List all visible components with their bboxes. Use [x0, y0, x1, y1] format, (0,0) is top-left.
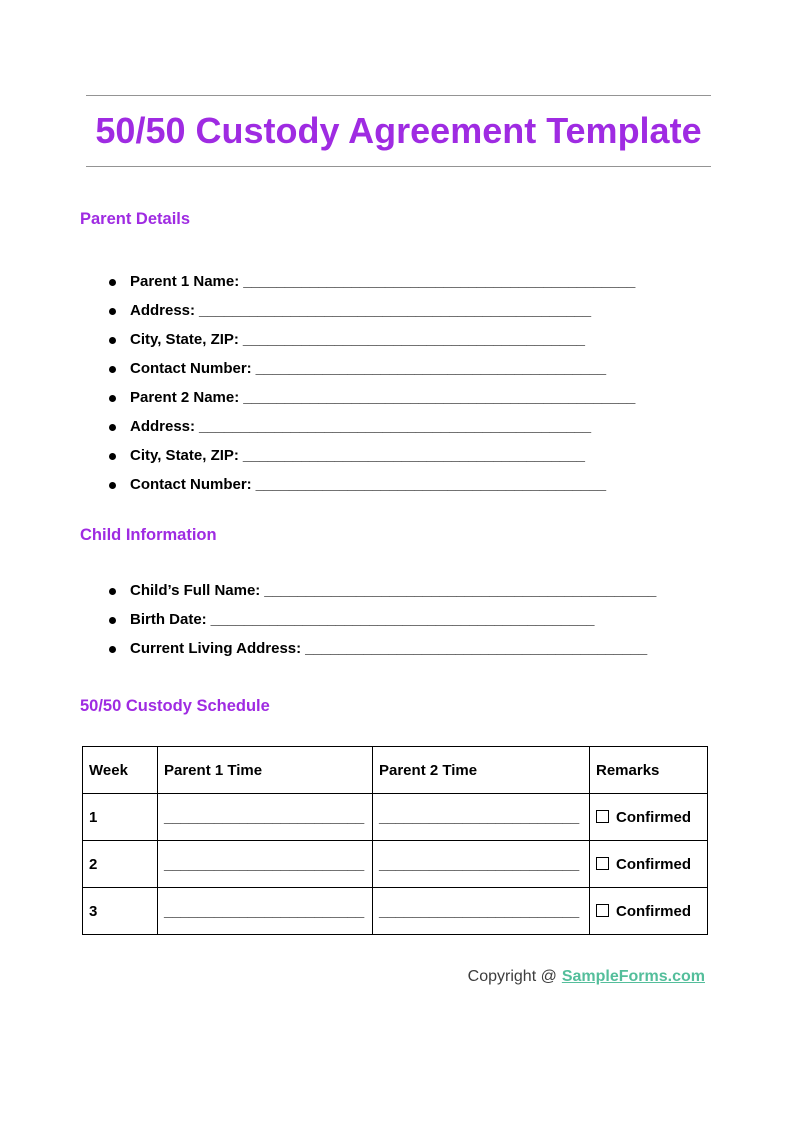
list-item-parent1-city-state-zip: [80, 325, 797, 354]
bullet-icon: [109, 617, 116, 624]
blank-line: _________________________________________: [242, 331, 585, 348]
blank-line: _______________________________________________: [243, 389, 636, 406]
bullet-icon: [109, 366, 116, 373]
field-label: Parent 2 Name:: [130, 389, 240, 406]
bullet-icon: [109, 424, 116, 431]
list-item-current-living-address: [80, 634, 797, 663]
section-heading-custody-schedule: 50/50 Custody Schedule: [80, 697, 270, 715]
blank-line: ________________________: [164, 808, 365, 826]
bullet-icon: [109, 337, 116, 344]
blank-line: ________________________: [164, 855, 365, 873]
remarks-cell: [590, 841, 708, 888]
blank-line: _______________________________________________: [199, 418, 592, 435]
bullet-icon: [109, 279, 116, 286]
parent1-time-cell: [158, 841, 373, 888]
custody-schedule-table: [82, 746, 708, 935]
blank-line: ________________________: [379, 808, 580, 826]
bullet-icon: [109, 308, 116, 315]
remark-label: Confirmed: [616, 855, 691, 873]
field-label: City, State, ZIP:: [130, 447, 239, 464]
remark-label: Confirmed: [616, 808, 691, 826]
table-row-week-3: [83, 888, 708, 935]
field-label: City, State, ZIP:: [130, 331, 239, 348]
field-label: Contact Number:: [130, 360, 252, 377]
list-item-parent2-city-state-zip: [80, 441, 797, 470]
section-heading-child-information: Child Information: [80, 526, 217, 544]
week-cell: 3: [83, 888, 158, 935]
remarks-cell: [590, 794, 708, 841]
child-information-list: [0, 576, 797, 663]
document-page: [0, 95, 797, 987]
list-item-child-full-name: [80, 576, 797, 605]
week-cell: 2: [83, 841, 158, 888]
top-divider: [86, 95, 711, 96]
blank-line: _________________________________________: [305, 640, 648, 657]
blank-line: ________________________: [379, 902, 580, 920]
field-label: Child’s Full Name:: [130, 582, 261, 599]
parent1-time-cell: [158, 888, 373, 935]
blank-line: _______________________________________________: [243, 273, 636, 290]
blank-line: _______________________________________________: [199, 302, 592, 319]
bullet-icon: [109, 482, 116, 489]
bullet-icon: [109, 453, 116, 460]
blank-line: ________________________: [164, 902, 365, 920]
checkbox-icon: [596, 857, 609, 870]
list-item-parent2-contact: [80, 470, 797, 499]
bullet-icon: [109, 395, 116, 402]
table-row-week-2: [83, 841, 708, 888]
blank-line: __________________________________________: [255, 476, 607, 493]
list-item-parent1-address: [80, 296, 797, 325]
list-item-parent2-address: [80, 412, 797, 441]
field-label: Address:: [130, 302, 196, 319]
list-item-parent1-name: [80, 267, 797, 296]
parent2-time-cell: [373, 794, 590, 841]
copyright-text: Copyright @: [467, 968, 557, 985]
parent2-time-cell: [373, 841, 590, 888]
field-label: Birth Date:: [130, 611, 207, 628]
remark-label: Confirmed: [616, 902, 691, 920]
field-label: Address:: [130, 418, 196, 435]
sampleforms-link[interactable]: SampleForms.com: [561, 968, 705, 985]
checkbox-icon: [596, 904, 609, 917]
parent-details-list: [0, 267, 797, 499]
blank-line: __________________________________________: [255, 360, 607, 377]
column-header-parent2-time: Parent 2 Time: [373, 747, 590, 794]
parent2-time-cell: [373, 888, 590, 935]
table-header-row: [83, 747, 708, 794]
column-header-remarks: Remarks: [590, 747, 708, 794]
field-label: Parent 1 Name:: [130, 273, 240, 290]
page-title: 50/50 Custody Agreement Template: [95, 110, 702, 151]
blank-line: _______________________________________________: [264, 582, 657, 599]
parent1-time-cell: [158, 794, 373, 841]
field-label: Contact Number:: [130, 476, 252, 493]
blank-line: _________________________________________: [242, 447, 585, 464]
title-divider: [86, 166, 711, 167]
column-header-parent1-time: Parent 1 Time: [158, 747, 373, 794]
blank-line: ________________________: [379, 855, 580, 873]
blank-line: ______________________________________________: [210, 611, 595, 628]
field-label: Current Living Address:: [130, 640, 302, 657]
bullet-icon: [109, 588, 116, 595]
bullet-icon: [109, 646, 116, 653]
section-heading-parent-details: Parent Details: [80, 210, 191, 228]
list-item-parent2-name: [80, 383, 797, 412]
footer: [0, 967, 705, 987]
checkbox-icon: [596, 810, 609, 823]
list-item-birth-date: [80, 605, 797, 634]
week-cell: 1: [83, 794, 158, 841]
table-row-week-1: [83, 794, 708, 841]
column-header-week: Week: [83, 747, 158, 794]
remarks-cell: [590, 888, 708, 935]
list-item-parent1-contact: [80, 354, 797, 383]
